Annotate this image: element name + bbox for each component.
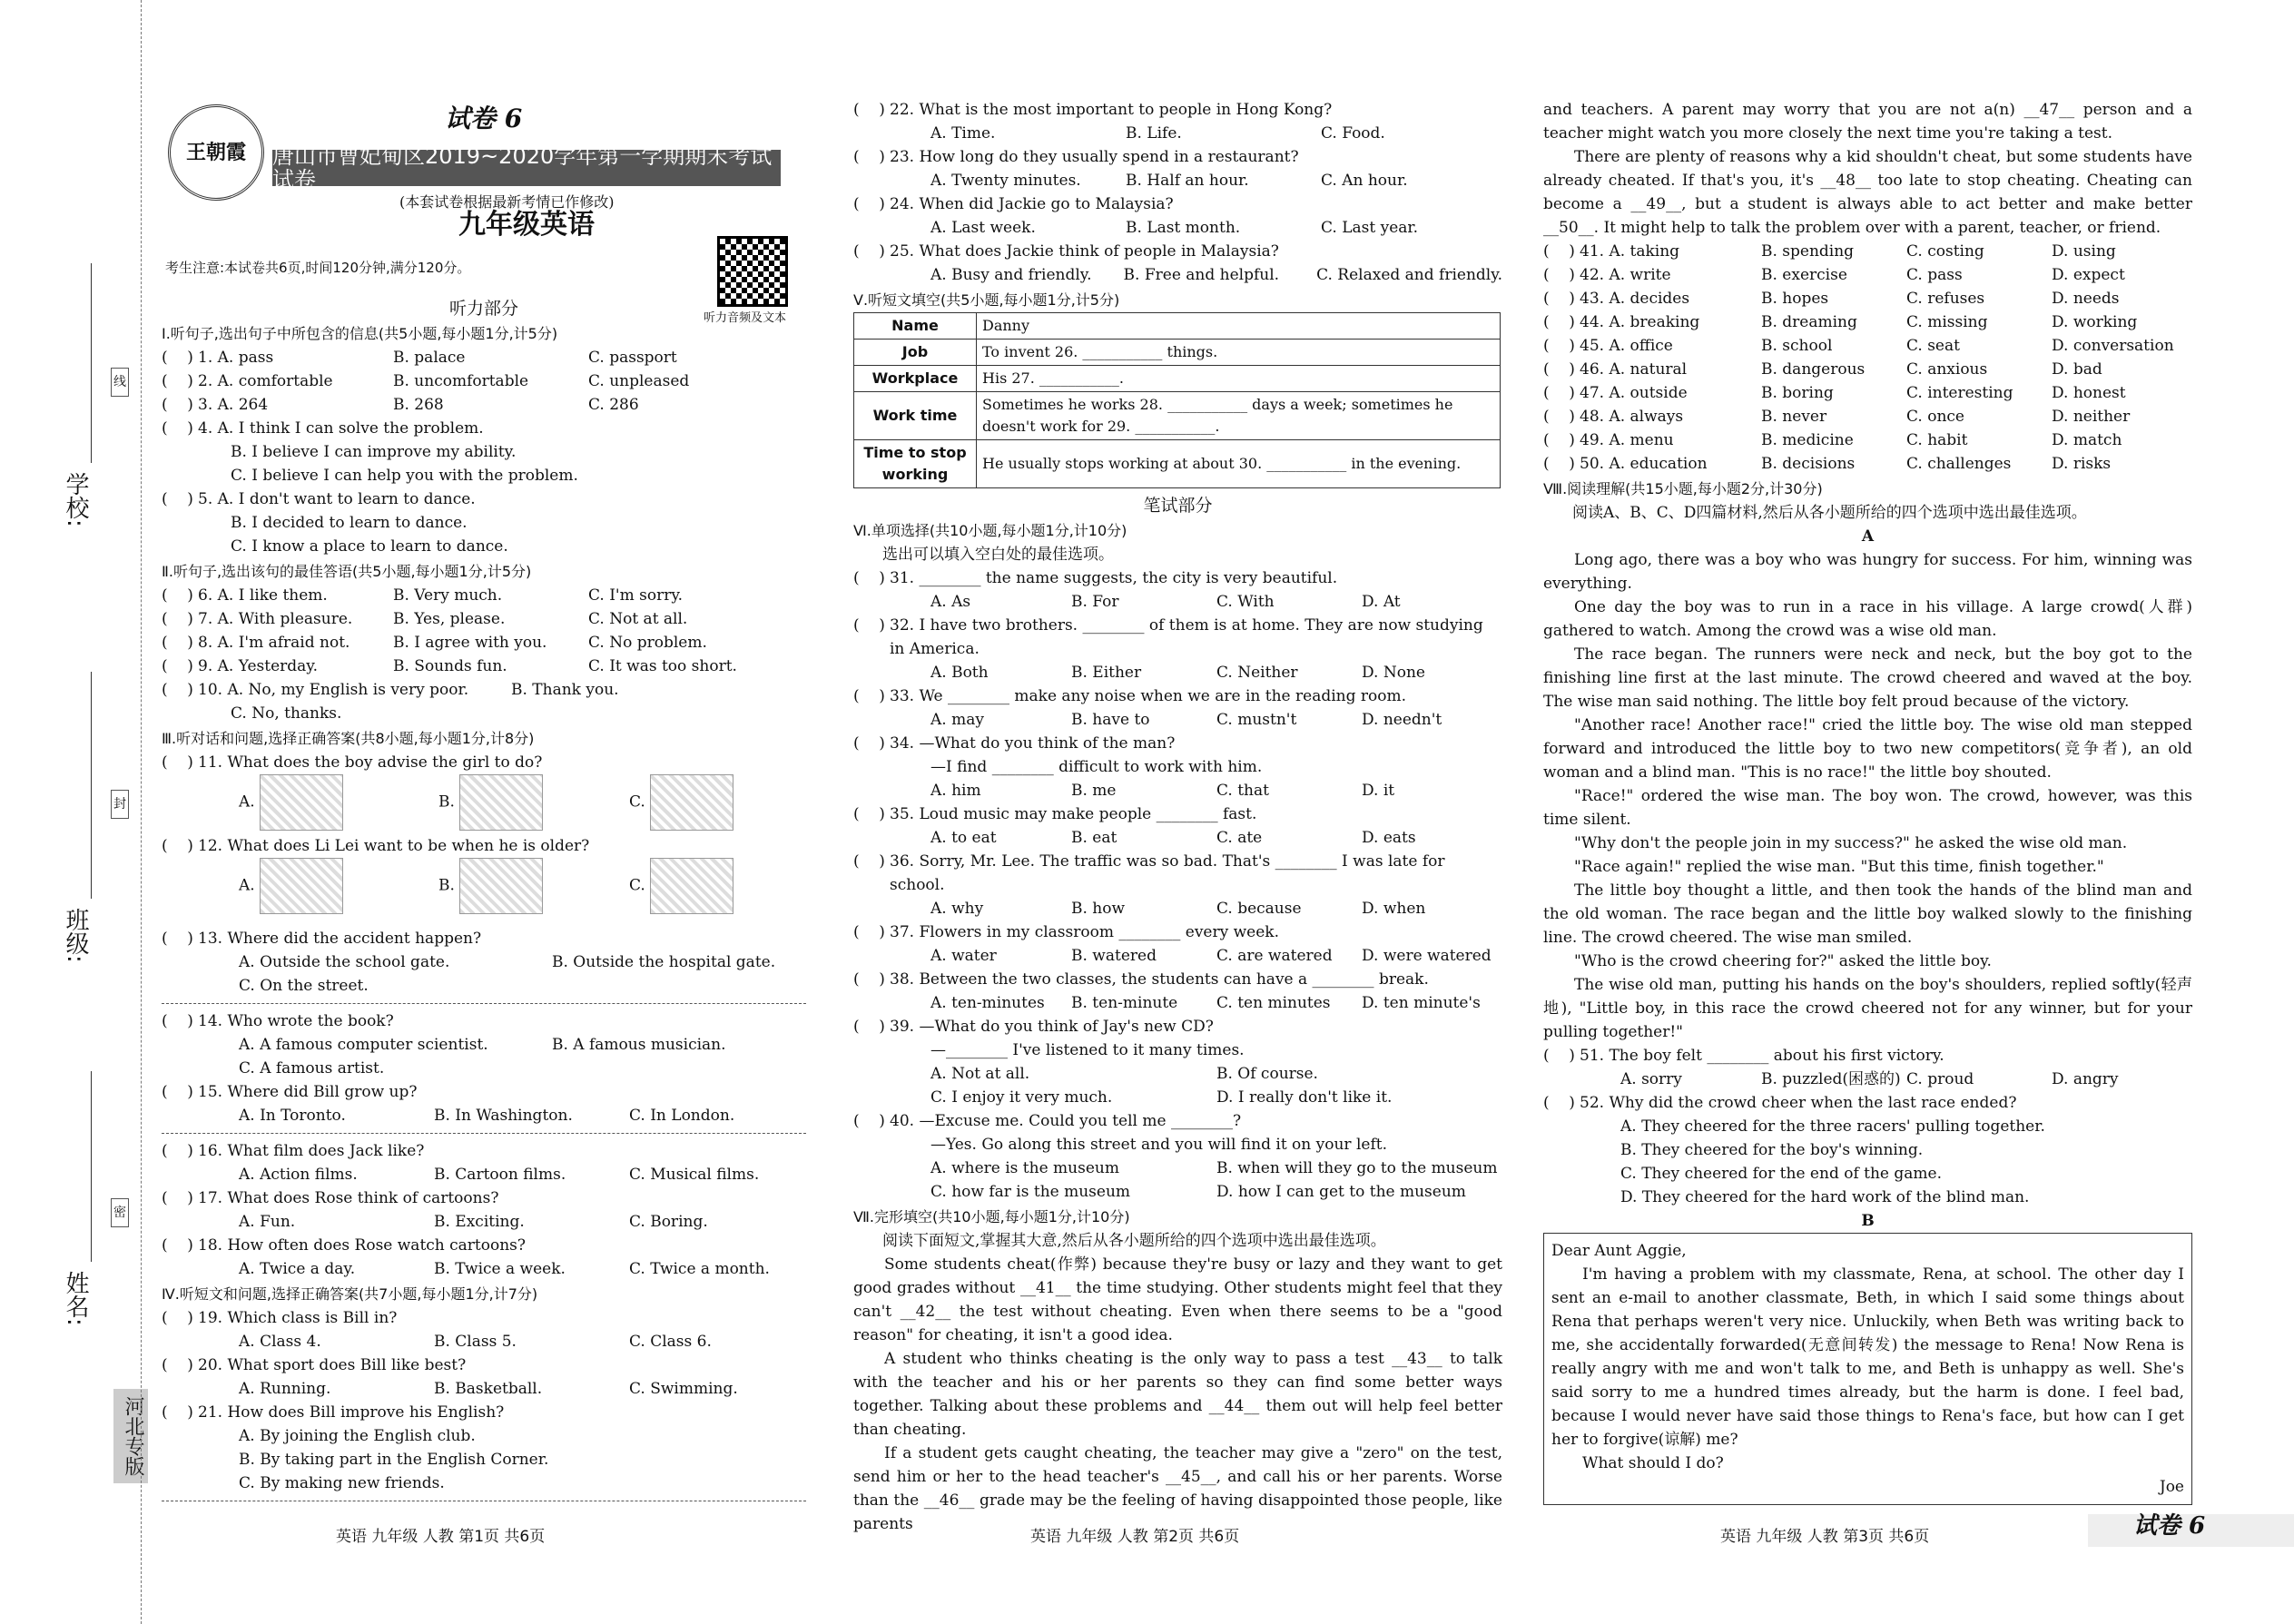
brand-logo-text: 王朝霞 — [185, 141, 246, 164]
name-line — [91, 1071, 92, 1262]
question-22: ( ) 22. What is the most important to people in Hong Kong? — [853, 101, 1333, 119]
question-40: ( ) 40. —Excuse me. Could you tell me ________? — [853, 1112, 1242, 1130]
picture-icon — [260, 858, 343, 914]
question-7: ( ) 7. A. With pleasure. B. Yes, please. C. Not at all. — [162, 610, 688, 628]
question-38: ( ) 38. Between the two classes, the students can have a ________ break. — [853, 970, 1429, 989]
question-6: ( ) 6. A. I like them. B. Very much. C. I'm sorry. — [162, 586, 684, 605]
question-36: ( ) 36. Sorry, Mr. Lee. The traffic was so bad. That's ________ I was late for school. — [853, 852, 1445, 894]
option: C. A famous artist. — [239, 1059, 385, 1078]
question-2: ( ) 2. A. comfortable B. uncomfortable C. unpleased — [162, 372, 690, 390]
name-label: 姓名: — [62, 1271, 89, 1326]
section-3-heading: Ⅲ.听对话和问题,选择正确答案(共8小题,每小题1分,计8分) — [162, 730, 535, 747]
cloze-option-row: ( ) 46. A. natural B. dangerous C. anxious D. bad — [1543, 360, 2102, 379]
question-32: ( ) 32. I have two brothers. ________ of them is at home. They are now studying in America. — [853, 616, 1483, 658]
option: C. I know a place to learn to dance. — [231, 537, 508, 556]
binding-tag: 线 — [111, 368, 129, 397]
page-footer: 英语 九年级 人教 第1页 共6页 — [336, 1528, 546, 1546]
option: B. I believe I can improve my ability. — [231, 443, 517, 461]
question-37: ( ) 37. Flowers in my classroom ________ every week. — [853, 923, 1279, 941]
class-label: 班级: — [62, 908, 89, 963]
cloze-option-row: ( ) 41. A. taking B. spending C. costing D. using — [1543, 242, 2116, 261]
cloze-option-row: ( ) 48. A. always B. never C. once D. neither — [1543, 408, 2131, 426]
section-8-hint: 阅读A、B、C、D四篇材料,然后从各小题所给的四个选项中选出最佳选项。 — [1572, 504, 2087, 522]
question-9: ( ) 9. A. Yesterday. B. Sounds fun. C. It was too short. — [162, 657, 737, 675]
subject-title: 九年级英语 — [458, 209, 595, 241]
binding-tag: 密 — [111, 1198, 129, 1227]
option: B. By taking part in the English Corner. — [239, 1451, 549, 1469]
cloze-paragraph: There are plenty of reasons why a kid shouldn't cheat, but some students have already cheated. If that's you, it's __48__ too late to stop cheating. Cheating can become a __49__, but a student is always able to act better and make better __50__. It might help to talk the problem over with a parent, teacher, or friend. — [1543, 148, 2192, 237]
school-label: 学校: — [62, 472, 89, 527]
letter-signature: Joe — [2159, 1478, 2184, 1496]
question-11: ( ) 11. What does the boy advise the girl to do? — [162, 753, 543, 772]
section-2-heading: Ⅱ.听句子,选出该句的最佳答语(共5小题,每小题1分,计5分) — [162, 563, 532, 580]
table-row: Work time Sometimes he works 28. ___________ days a week; sometimes he doesn't work for 29. ___________. — [854, 392, 1501, 440]
cloze-paragraph: If a student gets caught cheating, the teacher may give a "zero" on the test, send him or her to the head teacher's __45__, and call his or her parents. Worse than the __46__ grade may be the feeling of having disappointed those people, like parents — [853, 1444, 1502, 1533]
section-7-heading: Ⅶ.完形填空(共10小题,每小题1分,计10分) — [853, 1208, 1130, 1225]
divider — [162, 1133, 806, 1134]
question-8: ( ) 8. A. I'm afraid not. B. I agree with you. C. No problem. — [162, 634, 707, 652]
question-52: ( ) 52. Why did the crowd cheer when the last race ended? — [1543, 1094, 2017, 1112]
question-25: ( ) 25. What does Jackie think of people in Malaysia? — [853, 242, 1279, 261]
region-badge: 河北专版 — [113, 1389, 148, 1483]
question-35: ( ) 35. Loud music may make people ________ fast. — [853, 805, 1257, 823]
passage-paragraph: "Another race! Another race!" cried the little boy. The wise old man stepped forward and introduced the little boy to two new competitors(竞争者), an old woman and a blind man. "This is no race!" the little boy shouted. — [1543, 716, 2192, 782]
question-5: ( ) 5. A. I don't want to learn to dance. — [162, 490, 476, 508]
footer-badge: 试卷 6 — [2133, 1512, 2206, 1540]
option: A. By joining the English club. — [239, 1427, 476, 1445]
question-14: ( ) 14. Who wrote the book? — [162, 1012, 394, 1030]
cloze-option-row: ( ) 44. A. breaking B. dreaming C. missing D. working — [1543, 313, 2138, 331]
listening-title: 听力部分 — [448, 299, 518, 319]
question-4: ( ) 4. A. I think I can solve the problem. — [162, 419, 484, 438]
page-footer: 英语 九年级 人教 第2页 共6页 — [1030, 1528, 1240, 1546]
passage-b-title: B — [1861, 1212, 1875, 1230]
question-24: ( ) 24. When did Jackie go to Malaysia? — [853, 195, 1174, 213]
column-3: and teachers. A parent may worry that you are not a(n) __47__ person and a teacher might watch you more closely the next time you're taking a test. There are plenty of reasons why a kid shouldn't cheat, but some students have already cheated. If that's you, it's __48__ too late to stop cheating. Cheating can become a __49__, but a student is always able to act better and make better __50__. It might help to talk the problem over with a parent, teacher, or friend. ( ) 41. A. taking B. spending C. costing D. using ( ) 42. A. write B. exercise C. pass D. expect ( ) 43. A. decides B. hopes C. refuses D. needs ( ) 44. A. breaking B. dreaming C. missing D. working ( ) 45. A. office B. school C. seat D. conversation ( ) 46. A. natural B. dangerous C. anxious D. bad ( ) 47. A. outside B. boring C. interesting D. honest ( ) 48. A. always B. never C. once D. neither ( ) 49. A. menu B. medicine C. habit D. match ( ) 50. A. education B. decisions C. challenges D. risks Ⅷ.阅读理解(共15小题,每小题2分,计30分) 阅读A、B、C、D四篇材料,然后从各小题所给的四个选项中选出最佳选项。 A Long ago, there was a boy who was hungry for success. For him, winning was everything. One day the boy was to run in a race in his village. A large crowd(人群) gathered to watch. Among the crowd was a wise old man. The race began. The runners were neck and neck, but the boy got to the finishing line first at the last minute. The crowd cheered and waved at the boy. The wise man said nothing. The little boy felt proud because of the victory. "Another race! Another race!" cried the little boy. The wise old man stepped forward and introduced the little boy to two new competitors(竞争者), an old woman and a blind man. "This is no race!" the little boy shouted. "Race!" ordered the wise man. The boy won. The crowd, however, was this time silent. "Why don't the people join in my success?" he asked the wise old man. "Race again!" replied the wise man. "But this time, finish together." The little boy thought a little, and then took the hands of the blind man and the old woman. The race began and the little boy walked slowly to the finishing line. The crowd cheered. The wise man smiled. "Who is the crowd cheering for?" asked the little boy. The wise old man, putting his hands on the boy's shoulders, replied softly(轻声地), "Little boy, in this race the crowd cheered not for any winner, but for your pulling together!" ( ) 51. The boy felt ________ about his first victory. A. sorry B. puzzled(困惑的) C. proud D. angry ( ) 52. Why did the crowd cheer when the last race ended? A. They cheered for the three racers' pulling together. B. They cheered for the boy's winning. C. They cheered for the end of the game. D. They cheered for the hard work of the blind man. B Dear Aunt Aggie, I'm having a problem with my classmate, Rena, at school. The other day I sent an e-mail to another classmate, Beth, in which I said some things about Rena that perhaps weren't very nice. Unluckily, when Beth was writing back to me, she accidentally forwarded(无意间转发) the message to Rena! Now Rena is really angry with me and won't talk to me, and Beth is unhappy as well. She's said sorry to me a hundred times already, but the harm is done. I feel bad, because I would never have said those things to Rena's face, but how can I get her to forgive(谅解) me? What should I do? Joe — [1543, 98, 2192, 1505]
section-6-heading: Ⅵ.单项选择(共10小题,每小题1分,计10分) — [853, 522, 1127, 539]
section-5-heading: Ⅴ.听短文填空(共5小题,每小题1分,计5分) — [853, 291, 1120, 309]
fill-table — [853, 312, 1501, 488]
cloze-paragraph: A student who thinks cheating is the only way to pass a test __43__ to talk with the teacher and his or her parents so they can find some better ways together. Talking about these problems and __44__ them out will help feel better than cheating. — [853, 1350, 1502, 1439]
question-3: ( ) 3. A. 264 B. 268 C. 286 — [162, 396, 639, 414]
passage-a — [1543, 548, 2192, 1044]
section-6-hint: 选出可以填入空白处的最佳选项。 — [882, 546, 1114, 564]
writing-title: 笔试部分 — [1143, 496, 1213, 516]
cloze-option-row: ( ) 43. A. decides B. hopes C. refuses D. needs — [1543, 290, 2120, 308]
passage-paragraph: The race began. The runners were neck and neck, but the boy got to the finishing line first at the last minute. The crowd cheered and waved at the boy. The wise man said nothing. The little boy felt proud because of the victory. — [1543, 645, 2192, 711]
option: A. They cheered for the three racers' pulling together. — [1620, 1117, 2045, 1136]
passage-paragraph: "Race again!" replied the wise man. "But this time, finish together." — [1574, 858, 2104, 876]
section-4-heading: Ⅳ.听短文和问题,选择正确答案(共7小题,每小题1分,计7分) — [162, 1285, 538, 1303]
option: D. They cheered for the hard work of the blind man. — [1620, 1188, 2030, 1206]
question-17: ( ) 17. What does Rose think of cartoons? — [162, 1189, 499, 1207]
question-1: ( ) 1. A. pass B. palace C. passport — [162, 349, 677, 367]
qr-caption: 听力音频及文本 — [704, 311, 787, 325]
cloze-option-row: ( ) 50. A. education B. decisions C. challenges D. risks — [1543, 455, 2112, 473]
question-20: ( ) 20. What sport does Bill like best? — [162, 1356, 467, 1374]
series-title: 试卷 6 — [445, 103, 523, 133]
letter-question: What should I do? — [1582, 1454, 1724, 1472]
question-23: ( ) 23. How long do they usually spend in a restaurant? — [853, 148, 1299, 166]
table-row: Name Danny — [854, 313, 1501, 340]
question-19: ( ) 19. Which class is Bill in? — [162, 1309, 398, 1327]
cloze-option-row: ( ) 49. A. menu B. medicine C. habit D. match — [1543, 431, 2122, 449]
option: —Yes. Go along this street and you will find it on your left. — [930, 1136, 1387, 1154]
cloze-option-row: ( ) 45. A. office B. school C. seat D. conversation — [1543, 337, 2174, 355]
option: B. I decided to learn to dance. — [231, 514, 468, 532]
divider — [162, 1003, 806, 1004]
option: C. I believe I can help you with the problem. — [231, 467, 578, 485]
class-line — [91, 672, 92, 899]
cloze-option-row: ( ) 42. A. write B. exercise C. pass D. expect — [1543, 266, 2125, 284]
question-12: ( ) 12. What does Li Lei want to be when he is older? — [162, 837, 590, 855]
option: C. They cheered for the end of the game. — [1620, 1165, 1943, 1183]
passage-paragraph: The wise old man, putting his hands on the boy's shoulders, replied softly(轻声地), "Little boy, in this race the crowd cheered not for any winner, but for your pulling together!" — [1543, 976, 2192, 1041]
letter-greeting: Dear Aunt Aggie, — [1551, 1242, 1687, 1260]
cloze-paragraph: and teachers. A parent may worry that you are not a(n) __47__ person and a teacher might watch you more closely the next time you're taking a test. — [1543, 101, 2192, 143]
binding-cut-line — [141, 0, 142, 1624]
passage-paragraph: One day the boy was to run in a race in his village. A large crowd(人群) gathered to watch. Among the crowd was a wise old man. — [1543, 598, 2192, 640]
question-31: ( ) 31. ________ the name suggests, the city is very beautiful. — [853, 569, 1338, 587]
column-1: 听力部分 Ⅰ.听句子,选出句子中所包含的信息(共5小题,每小题1分,计5分) ( ) 1. A. pass B. palace C. passport ( ) 2. A. comfortable B. uncomfortable C. unpleased ( ) 3. A. 264 B. 268 C. 286 ( ) 4. A. I think I can solve the problem. B. I believe I can improve my ability. C. I believe I can help you with the problem. ( ) 5. A. I don't want to learn to dance. B. I decided to learn to dance. C. I know a place to learn to dance. Ⅱ.听句子,选出该句的最佳答语(共5小题,每小题1分,计5分) ( ) 6. A. I like them. B. Very much. C. I'm sorry. ( ) 7. A. With pleasure. B. Yes, please. C. Not at all. ( ) 8. A. I'm afraid not. B. I agree with you. C. No problem. ( ) 9. A. Yesterday. B. Sounds fun. C. It was too short. ( ) 10. A. No, my English is very poor. B. Thank you. C. No, thanks. Ⅲ.听对话和问题,选择正确答案(共8小题,每小题1分,计8分) ( ) 11. What does the boy advise the girl to do? A. B. C. ( ) 12. What does Li Lei want to be when he is older? A. B. C. ( ) 13. Where did the accident happen? A. Outside the school gate. B. Outside the hospital gate. C. On the street. ( ) 14. Who wrote the book? A. A famous computer scientist. B. A famous musician. C. A famous artist. ( ) 15. Where did Bill grow up? A. In Toronto. B. In Washington. C. In London. ( ) 16. What film does Jack like? A. Action films. B. Cartoon films. C. Musical films. ( ) 17. What does Rose think of cartoons? A. Fun. B. Exciting. C. Boring. ( ) 18. How often does Rose watch cartoons? A. Twice a day. B. Twice a week. C. Twice a month. Ⅳ.听短文和问题,选择正确答案(共7小题,每小题1分,计7分) ( ) 19. Which class is Bill in? A. Class 4. B. Class 5. C. Class 6. ( ) 20. What sport does Bill like best? A. Running. B. Basketball. C. Swimming. ( ) 21. How does Bill improve his English? A. By joining the English club. B. By taking part in the English Corner. C. By making new friends. — [162, 295, 806, 1507]
section-7-hint: 阅读下面短文,掌握其大意,然后从各小题所给的四个选项中选出最佳选项。 — [882, 1232, 1386, 1250]
question-15: ( ) 15. Where did Bill grow up? — [162, 1083, 418, 1101]
option: C. By making new friends. — [239, 1474, 445, 1492]
picture-icon — [260, 774, 343, 831]
cloze-options — [1543, 240, 2192, 476]
section-1-heading: Ⅰ.听句子,选出句子中所包含的信息(共5小题,每小题1分,计5分) — [162, 325, 558, 342]
brand-logo — [168, 104, 264, 201]
binding-strip — [64, 0, 145, 1624]
passage-paragraph: Long ago, there was a boy who was hungry for success. For him, winning was everything. — [1543, 551, 2192, 593]
binding-tag: 封 — [111, 790, 129, 819]
option: C. No, thanks. — [231, 704, 342, 723]
letter-body: I'm having a problem with my classmate, Rena, at school. The other day I sent an e-mail to another classmate, Beth, in which I said some things about Rena that perhaps weren't very nice. Unluckily, when Beth was writing back to me, she accidentally forwarded(无意间转发) the message to Rena! Now Rena is really angry with me and won't talk to me, and Beth is unhappy as well. She's said sorry to me a hundred times already, but the harm is done. I feel bad, because I would never have said those things to Rena's face, but how can I get her to forgive(谅解) me? — [1551, 1265, 2184, 1449]
passage-paragraph: The little boy thought a little, and then took the hands of the blind man and the old woman. The race began and the little boy walked slowly to the finishing line. The crowd cheered. The wise man smiled. — [1543, 881, 2192, 947]
picture-icon — [459, 774, 543, 831]
exam-notice: 考生注意:本试卷共6页,时间120分钟,满分120分。 — [165, 260, 471, 276]
picture-icon — [459, 858, 543, 914]
option: —________ I've listened to it many times. — [930, 1041, 1245, 1059]
question-33: ( ) 33. We ________ make any noise when we are in the reading room. — [853, 687, 1407, 705]
page-footer: 英语 九年级 人教 第3页 共6页 — [1720, 1528, 1930, 1546]
question-18: ( ) 18. How often does Rose watch cartoons? — [162, 1236, 527, 1255]
picture-icon — [650, 858, 733, 914]
passage-a-title: A — [1861, 527, 1875, 546]
table-row: Time to stop working He usually stops working at about 30. ___________ in the evening. — [854, 440, 1501, 488]
question-21: ( ) 21. How does Bill improve his English? — [162, 1403, 505, 1422]
option: C. On the street. — [239, 977, 369, 995]
table-row: Job To invent 26. ___________ things. — [854, 340, 1501, 366]
passage-paragraph: "Why don't the people join in my success?" he asked the wise old man. — [1574, 834, 2128, 852]
question-16: ( ) 16. What film does Jack like? — [162, 1142, 425, 1160]
question-51: ( ) 51. The boy felt ________ about his first victory. — [1543, 1047, 1944, 1065]
cloze-option-row: ( ) 47. A. outside B. boring C. interesting D. honest — [1543, 384, 2126, 402]
picture-icon — [650, 774, 733, 831]
school-line — [91, 263, 92, 463]
question-12-pictures: A. B. C. — [162, 858, 806, 927]
question-13: ( ) 13. Where did the accident happen? — [162, 930, 482, 948]
column-2: ( ) 22. What is the most important to people in Hong Kong? A. Time. B. Life. C. Food. ( ) 23. How long do they usually spend in a restaurant? A. Twenty minutes. B. Half an hour. C. An hour. ( ) 24. When did Jackie go to Malaysia? A. Last week. B. Last month. C. Last year. ( ) 25. What does Jackie think of people in Malaysia? A. Busy and friendly. B. Free and helpful. C. Relaxed and friendly. Ⅴ.听短文填空(共5小题,每小题1分,计5分) Name Danny Job To invent 26. ___________ things. Workplace His 27. ___________. Work time Sometimes he works 28. ___________ days a week; sometimes he doesn't work for 29. ___________. Time to stop working He usually stops working at about 30. ___________ in the evening. 笔试部分 Ⅵ.单项选择(共10小题,每小题1分,计10分) 选出可以填入空白处的最佳选项。 ( ) 31. ________ the name suggests, the city is very beautiful. A. As B. For C. With D. At ( ) 32. I have two brothers. ________ of them is at home. They are now studying in America. A. Both B. Either C. Neither D. None ( ) 33. We ________ make any noise when we are in the reading room. A. may B. have to C. mustn't D. needn't ( ) 34. —What do you think of the man? —I find ________ difficult to work with him. A. him B. me C. that D. it ( ) 35. Loud music may make people ________ fast. A. to eat B. eat C. ate D. eats ( ) 36. Sorry, Mr. Lee. The traffic was so bad. That's ________ I was late for school. A. why B. how C. because D. when ( ) 37. Flowers in my classroom ________ every week. A. water B. watered C. are watered D. were watered ( ) 38. Between the two classes, the students can have a ________ break. A. ten-minutes B. ten-minute C. ten minutes D. ten minute's ( ) 39. —What do you think of Jay's new CD? —________ I've listened to it many times. A. Not at all. B. Of course. C. I enjoy it very much. D. I really don't like it. ( ) 40. —Excuse me. Could you tell me ________? —Yes. Go along this street and you will find it on your left. A. where is the museum B. when will they go to the museum C. how far is the museum D. how I can get to the museum Ⅶ.完形填空(共10小题,每小题1分,计10分) 阅读下面短文,掌握其大意,然后从各小题所给的四个选项中选出最佳选项。 Some students cheat(作弊) because they're busy or lazy and they want to get good grades without __41__ the time studying. Other students might feel that they can't __42__ the test without cheating. Even when there seems to be a "good reason" for cheating, it isn't a good idea. A student who thinks cheating is the only way to pass a test __43__ to talk with the teacher and his or her parents so they can find some better ways together. Talking about these problems and __44__ them out will help feel better than cheating. If a student gets caught cheating, the teacher may give a "zero" on the test, send him or her to the head teacher's __45__, and call his or her parents. Worse than the __46__ grade may be the feeling of having disappointed those people, like parents — [853, 98, 1502, 1536]
option: B. They cheered for the boy's winning. — [1620, 1141, 1924, 1159]
letter-box — [1543, 1233, 2192, 1505]
passage-paragraph: "Race!" ordered the wise man. The boy won. The crowd, however, was this time silent. — [1543, 787, 2192, 829]
cloze-paragraph: Some students cheat(作弊) because they're busy or lazy and they want to get good grades without __41__ the time studying. Other students might feel that they can't __42__ the test without cheating. Even when there seems to be a "good reason" for cheating, it isn't a good idea. — [853, 1255, 1502, 1344]
table-row: Workplace His 27. ___________. — [854, 366, 1501, 392]
passage-paragraph: "Who is the crowd cheering for?" asked the little boy. — [1574, 952, 1992, 970]
option: —I find ________ difficult to work with him. — [930, 758, 1263, 776]
question-11-pictures: A. B. C. — [162, 774, 806, 834]
question-34: ( ) 34. —What do you think of the man? — [853, 734, 1176, 753]
question-10: ( ) 10. A. No, my English is very poor. B. Thank you. — [162, 681, 619, 699]
exam-note: (本套试卷根据最新考情已作修改) — [399, 193, 615, 211]
question-39: ( ) 39. —What do you think of Jay's new CD? — [853, 1018, 1214, 1036]
exam-title: 唐山市曹妃甸区2019~2020学年第一学期期末考试试卷 — [272, 150, 781, 186]
section-8-heading: Ⅷ.阅读理解(共15小题,每小题2分,计30分) — [1543, 480, 1823, 497]
